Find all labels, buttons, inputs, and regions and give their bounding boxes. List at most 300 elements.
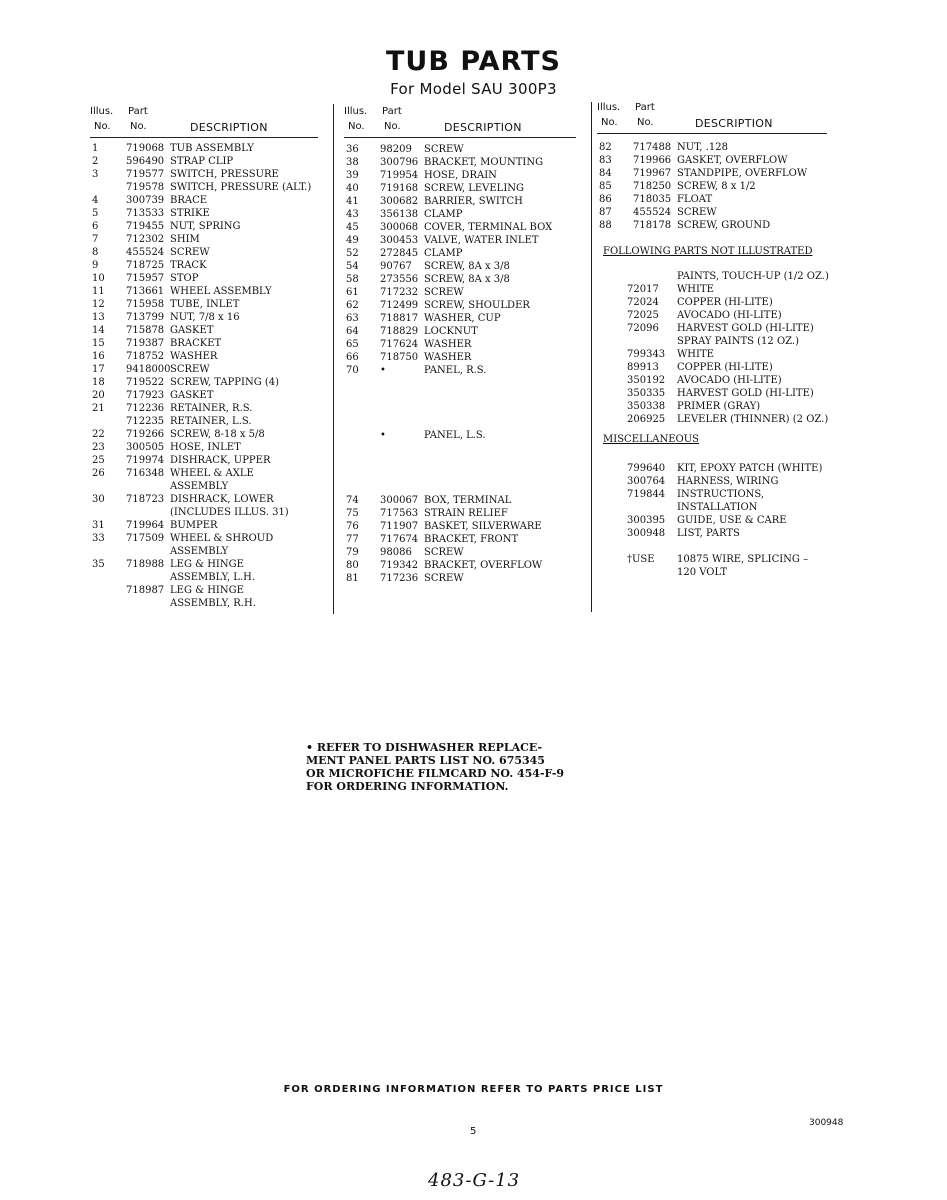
part-number: 718987 bbox=[126, 585, 165, 596]
part-description: WASHER bbox=[424, 352, 472, 363]
part-description: ASSEMBLY, R.H. bbox=[170, 598, 256, 609]
illus-number: 77 bbox=[346, 534, 359, 545]
part-description: BRACKET, OVERFLOW bbox=[424, 560, 543, 571]
part-description: SCREW, LEVELING bbox=[424, 183, 525, 194]
illus-number: 15 bbox=[92, 338, 105, 349]
list-item bbox=[597, 348, 842, 361]
list-item bbox=[597, 462, 842, 475]
list-item bbox=[597, 527, 842, 540]
part-description: STANDPIPE, OVERFLOW bbox=[677, 168, 808, 179]
part-header-top: Part bbox=[635, 102, 655, 113]
part-description: RETAINER, L.S. bbox=[170, 416, 252, 427]
table-row bbox=[344, 546, 584, 559]
part-number: 350338 bbox=[627, 401, 666, 412]
table-row bbox=[344, 247, 584, 260]
part-description: SCREW, TAPPING (4) bbox=[170, 377, 280, 388]
part-description: PANEL, R.S. bbox=[424, 365, 487, 376]
part-description: PAINTS, TOUCH-UP (1/2 OZ.) bbox=[677, 271, 829, 282]
part-description: DISHRACK, UPPER bbox=[170, 455, 271, 466]
part-number: 719974 bbox=[126, 455, 165, 466]
table-row bbox=[90, 493, 330, 506]
part-description: SHIM bbox=[170, 234, 200, 245]
replacement-panel-note bbox=[306, 741, 606, 793]
document-number: 300948 bbox=[809, 1118, 844, 1128]
part-number: 799640 bbox=[627, 463, 666, 474]
table-row bbox=[90, 233, 330, 246]
part-number: 300068 bbox=[380, 222, 419, 233]
illus-number: 75 bbox=[346, 508, 359, 519]
illus-number: 40 bbox=[346, 183, 359, 194]
part-description: SWITCH, PRESSURE (ALT.) bbox=[170, 182, 312, 193]
part-description: PRIMER (GRAY) bbox=[677, 401, 761, 412]
part-number: 718250 bbox=[633, 181, 672, 192]
part-description: HARVEST GOLD (HI-LITE) bbox=[677, 388, 814, 399]
table-row bbox=[597, 219, 842, 232]
part-description: STRIKE bbox=[170, 208, 210, 219]
part-header-bottom: No. bbox=[384, 121, 401, 132]
list-item bbox=[597, 566, 842, 579]
part-number: 799343 bbox=[627, 349, 666, 360]
handwritten-note: 483-G-13 bbox=[428, 1170, 521, 1191]
part-number: 719068 bbox=[126, 143, 165, 154]
illus-number: 31 bbox=[92, 520, 105, 531]
page-number: 5 bbox=[470, 1126, 477, 1137]
part-description: LIST, PARTS bbox=[677, 528, 740, 539]
parts-list bbox=[90, 142, 330, 610]
part-number: 719844 bbox=[627, 489, 666, 500]
table-row bbox=[90, 519, 330, 532]
list-item bbox=[597, 322, 842, 335]
part-number: 350335 bbox=[627, 388, 666, 399]
illus-number: 66 bbox=[346, 352, 359, 363]
part-description: LEG & HINGE bbox=[170, 585, 244, 596]
table-row bbox=[90, 350, 330, 363]
part-number: 717509 bbox=[126, 533, 165, 544]
part-number: 712235 bbox=[126, 416, 165, 427]
part-description: SCREW bbox=[170, 364, 210, 375]
part-description: (INCLUDES ILLUS. 31) bbox=[170, 507, 289, 518]
description-header: DESCRIPTION bbox=[190, 121, 268, 134]
table-row bbox=[344, 377, 584, 390]
part-number: 455524 bbox=[126, 247, 165, 258]
table-row bbox=[90, 220, 330, 233]
part-description: AVOCADO (HI-LITE) bbox=[677, 375, 782, 386]
table-row bbox=[90, 207, 330, 220]
table-row bbox=[344, 494, 584, 507]
table-row bbox=[344, 403, 584, 416]
part-number: 206925 bbox=[627, 414, 666, 425]
illus-header-bottom: No. bbox=[601, 117, 618, 128]
illus-number: 83 bbox=[599, 155, 612, 166]
list-item bbox=[597, 309, 842, 322]
illus-header-top: Illus. bbox=[597, 102, 621, 113]
part-description: COVER, TERMINAL BOX bbox=[424, 222, 553, 233]
table-row bbox=[90, 337, 330, 350]
part-description: WHITE bbox=[677, 284, 714, 295]
part-number: 719577 bbox=[126, 169, 165, 180]
illus-number: 52 bbox=[346, 248, 359, 259]
list-item bbox=[597, 270, 842, 283]
part-number: 718725 bbox=[126, 260, 165, 271]
table-row bbox=[344, 234, 584, 247]
page-title: TUB PARTS bbox=[386, 46, 561, 77]
part-number: 596490 bbox=[126, 156, 165, 167]
illus-number: 3 bbox=[92, 169, 99, 180]
part-number: 300796 bbox=[380, 157, 419, 168]
table-row bbox=[344, 468, 584, 481]
part-number: †USE bbox=[627, 554, 655, 565]
not-illustrated-heading: FOLLOWING PARTS NOT ILLUSTRATED bbox=[603, 246, 813, 257]
table-row bbox=[344, 533, 584, 546]
illus-number: 4 bbox=[92, 195, 99, 206]
part-number: 9418000 bbox=[126, 364, 171, 375]
part-description: WHEEL ASSEMBLY bbox=[170, 286, 272, 297]
table-row bbox=[90, 558, 330, 571]
part-number: 718817 bbox=[380, 313, 419, 324]
part-description: BASKET, SILVERWARE bbox=[424, 521, 542, 532]
part-number: 713533 bbox=[126, 208, 165, 219]
illus-number: 35 bbox=[92, 559, 105, 570]
illus-number: 86 bbox=[599, 194, 612, 205]
part-description: SCREW, 8A x 3/8 bbox=[424, 274, 510, 285]
parts-column-1 bbox=[90, 106, 330, 610]
table-row bbox=[90, 181, 330, 194]
part-number: 718723 bbox=[126, 494, 165, 505]
part-description: SCREW, GROUND bbox=[677, 220, 771, 231]
table-row bbox=[344, 325, 584, 338]
illus-number: 62 bbox=[346, 300, 359, 311]
part-description: BUMPER bbox=[170, 520, 218, 531]
table-row bbox=[344, 338, 584, 351]
illus-number: 61 bbox=[346, 287, 359, 298]
part-number: 719266 bbox=[126, 429, 165, 440]
illus-number: 1 bbox=[92, 143, 99, 154]
illus-number: 12 bbox=[92, 299, 105, 310]
part-description: BRACKET, FRONT bbox=[424, 534, 519, 545]
part-description: 120 VOLT bbox=[677, 567, 728, 578]
illus-number: 21 bbox=[92, 403, 105, 414]
table-row bbox=[344, 390, 584, 403]
table-row bbox=[90, 571, 330, 584]
part-number: 718035 bbox=[633, 194, 672, 205]
illus-number: 54 bbox=[346, 261, 359, 272]
part-number: 72017 bbox=[627, 284, 659, 295]
part-number: 718752 bbox=[126, 351, 165, 362]
illus-number: 11 bbox=[92, 286, 105, 297]
part-header-top: Part bbox=[382, 106, 402, 117]
table-row bbox=[344, 351, 584, 364]
part-number: 719966 bbox=[633, 155, 672, 166]
part-number: 719578 bbox=[126, 182, 165, 193]
part-number: 300948 bbox=[627, 528, 666, 539]
table-row bbox=[344, 572, 584, 585]
description-header: DESCRIPTION bbox=[444, 121, 522, 134]
part-number: 98086 bbox=[380, 547, 412, 558]
description-header: DESCRIPTION bbox=[695, 117, 773, 130]
table-row bbox=[90, 272, 330, 285]
illus-number: 82 bbox=[599, 142, 612, 153]
illus-number: 80 bbox=[346, 560, 359, 571]
list-item bbox=[597, 514, 842, 527]
part-description: SCREW, SHOULDER bbox=[424, 300, 530, 311]
not-illustrated-list bbox=[597, 270, 842, 426]
miscellaneous-heading: MISCELLANEOUS bbox=[603, 434, 700, 445]
illus-number: 88 bbox=[599, 220, 612, 231]
note-line: OR MICROFICHE FILMCARD NO. 454-F-9 bbox=[306, 767, 565, 780]
list-item bbox=[597, 283, 842, 296]
part-description: SCREW, 8A x 3/8 bbox=[424, 261, 510, 272]
part-description: BRACKET, MOUNTING bbox=[424, 157, 544, 168]
illus-number: 65 bbox=[346, 339, 359, 350]
ordering-footer: FOR ORDERING INFORMATION REFER TO PARTS PRICE LIST bbox=[283, 1084, 664, 1095]
table-row bbox=[344, 364, 584, 377]
part-description: INSTRUCTIONS, bbox=[677, 489, 765, 500]
table-row bbox=[344, 416, 584, 429]
part-description: SCREW bbox=[170, 247, 210, 258]
part-description: WHEEL & SHROUD bbox=[170, 533, 274, 544]
part-number: 711907 bbox=[380, 521, 419, 532]
part-description: SCREW bbox=[424, 547, 464, 558]
list-item bbox=[597, 335, 842, 348]
part-number: 300067 bbox=[380, 495, 419, 506]
list-item bbox=[597, 501, 842, 514]
part-number: 719522 bbox=[126, 377, 165, 388]
part-description: RETAINER, R.S. bbox=[170, 403, 253, 414]
part-number: 712236 bbox=[126, 403, 165, 414]
table-row bbox=[90, 415, 330, 428]
table-row bbox=[344, 455, 584, 468]
table-row bbox=[90, 441, 330, 454]
column-divider bbox=[333, 104, 334, 614]
part-number: 717488 bbox=[633, 142, 672, 153]
part-description: WHEEL & AXLE bbox=[170, 468, 254, 479]
table-row bbox=[90, 584, 330, 597]
part-number: 719387 bbox=[126, 338, 165, 349]
part-number: 719455 bbox=[126, 221, 165, 232]
illus-header-bottom: No. bbox=[94, 121, 111, 132]
illus-number: 84 bbox=[599, 168, 612, 179]
part-number: 356138 bbox=[380, 209, 419, 220]
illus-number: 25 bbox=[92, 455, 105, 466]
part-description: HARNESS, WIRING bbox=[677, 476, 779, 487]
part-number: 717232 bbox=[380, 287, 419, 298]
part-description: COPPER (HI-LITE) bbox=[677, 297, 773, 308]
part-number: 300395 bbox=[627, 515, 666, 526]
illus-number: 49 bbox=[346, 235, 359, 246]
part-number: 715958 bbox=[126, 299, 165, 310]
table-row bbox=[90, 454, 330, 467]
part-description: SPRAY PAINTS (12 OZ.) bbox=[677, 336, 799, 347]
part-description: SWITCH, PRESSURE bbox=[170, 169, 279, 180]
part-number: 717563 bbox=[380, 508, 419, 519]
part-description: SCREW bbox=[424, 573, 464, 584]
table-row bbox=[344, 221, 584, 234]
part-number: 713661 bbox=[126, 286, 165, 297]
part-description: TUB ASSEMBLY bbox=[170, 143, 254, 154]
illus-header-top: Illus. bbox=[344, 106, 368, 117]
part-number: 715878 bbox=[126, 325, 165, 336]
list-item bbox=[597, 413, 842, 426]
table-row bbox=[90, 389, 330, 402]
table-row bbox=[344, 442, 584, 455]
parts-column-3 bbox=[597, 102, 842, 579]
part-description: DISHRACK, LOWER bbox=[170, 494, 274, 505]
table-row bbox=[90, 311, 330, 324]
part-number: 717674 bbox=[380, 534, 419, 545]
illus-number: 74 bbox=[346, 495, 359, 506]
illus-number: 70 bbox=[346, 365, 359, 376]
part-number: 718988 bbox=[126, 559, 165, 570]
part-number: 717923 bbox=[126, 390, 165, 401]
table-row bbox=[344, 195, 584, 208]
table-row bbox=[90, 506, 330, 519]
part-number: 719954 bbox=[380, 170, 419, 181]
illus-number: 20 bbox=[92, 390, 105, 401]
part-description: TUBE, INLET bbox=[170, 299, 240, 310]
part-number: 715957 bbox=[126, 273, 165, 284]
illus-number: 9 bbox=[92, 260, 99, 271]
illus-number: 26 bbox=[92, 468, 105, 479]
part-description: ASSEMBLY bbox=[170, 481, 229, 492]
part-description: BARRIER, SWITCH bbox=[424, 196, 523, 207]
column-header bbox=[597, 102, 842, 136]
part-description: LEVELER (THINNER) (2 OZ.) bbox=[677, 414, 829, 425]
list-item bbox=[597, 540, 842, 553]
parts-column-2 bbox=[344, 106, 584, 585]
part-description: FLOAT bbox=[677, 194, 713, 205]
list-item bbox=[597, 361, 842, 374]
illus-number: 7 bbox=[92, 234, 99, 245]
part-description: PANEL, L.S. bbox=[424, 430, 486, 441]
part-description: LEG & HINGE bbox=[170, 559, 244, 570]
illus-number: 64 bbox=[346, 326, 359, 337]
part-number: 89913 bbox=[627, 362, 659, 373]
table-row bbox=[90, 480, 330, 493]
list-item bbox=[597, 475, 842, 488]
illus-number: 17 bbox=[92, 364, 105, 375]
list-item bbox=[597, 296, 842, 309]
part-description: HOSE, INLET bbox=[170, 442, 241, 453]
parts-list bbox=[597, 141, 842, 232]
part-number: 718750 bbox=[380, 352, 419, 363]
header-rule bbox=[90, 137, 318, 138]
part-number: 72024 bbox=[627, 297, 659, 308]
part-description: BRACE bbox=[170, 195, 208, 206]
table-row bbox=[90, 142, 330, 155]
illus-number: 14 bbox=[92, 325, 105, 336]
list-item bbox=[597, 553, 842, 566]
part-number: 716348 bbox=[126, 468, 165, 479]
part-description: NUT, .128 bbox=[677, 142, 729, 153]
table-row bbox=[344, 429, 584, 442]
part-number: 719967 bbox=[633, 168, 672, 179]
table-row bbox=[344, 169, 584, 182]
part-description: GASKET bbox=[170, 390, 214, 401]
table-row bbox=[344, 299, 584, 312]
illus-number: 30 bbox=[92, 494, 105, 505]
part-number: 455524 bbox=[633, 207, 672, 218]
part-description: BOX, TERMINAL bbox=[424, 495, 512, 506]
part-header-top: Part bbox=[128, 106, 148, 117]
table-row bbox=[90, 376, 330, 389]
table-row bbox=[344, 273, 584, 286]
illus-number: 45 bbox=[346, 222, 359, 233]
part-number: 98209 bbox=[380, 144, 412, 155]
part-number: 90767 bbox=[380, 261, 412, 272]
table-row bbox=[90, 194, 330, 207]
part-description: STRAP CLIP bbox=[170, 156, 234, 167]
part-description: SCREW bbox=[424, 287, 464, 298]
part-number: • bbox=[380, 365, 386, 376]
illus-number: 33 bbox=[92, 533, 105, 544]
part-description: HOSE, DRAIN bbox=[424, 170, 497, 181]
part-description: NUT, SPRING bbox=[170, 221, 241, 232]
part-number: 273556 bbox=[380, 274, 419, 285]
table-row bbox=[344, 182, 584, 195]
header-rule bbox=[597, 133, 827, 134]
illus-number: 87 bbox=[599, 207, 612, 218]
header-rule bbox=[344, 137, 576, 138]
illus-number: 2 bbox=[92, 156, 99, 167]
part-header-bottom: No. bbox=[130, 121, 147, 132]
part-description: ASSEMBLY, L.H. bbox=[170, 572, 256, 583]
illus-number: 58 bbox=[346, 274, 359, 285]
table-row bbox=[90, 428, 330, 441]
part-description: INSTALLATION bbox=[677, 502, 758, 513]
table-row bbox=[344, 260, 584, 273]
part-number: 717236 bbox=[380, 573, 419, 584]
part-number: 350192 bbox=[627, 375, 666, 386]
column-divider bbox=[591, 102, 592, 612]
illus-header-bottom: No. bbox=[348, 121, 365, 132]
part-description: CLAMP bbox=[424, 248, 463, 259]
table-row bbox=[344, 286, 584, 299]
part-description: BRACKET bbox=[170, 338, 222, 349]
part-description: HARVEST GOLD (HI-LITE) bbox=[677, 323, 814, 334]
part-description: COPPER (HI-LITE) bbox=[677, 362, 773, 373]
part-description: VALVE, WATER INLET bbox=[424, 235, 539, 246]
illus-number: 23 bbox=[92, 442, 105, 453]
part-number: 719168 bbox=[380, 183, 419, 194]
table-row bbox=[344, 312, 584, 325]
part-number: 272845 bbox=[380, 248, 419, 259]
table-row bbox=[90, 298, 330, 311]
column-header bbox=[90, 106, 330, 140]
part-description: TRACK bbox=[170, 260, 207, 271]
table-row bbox=[344, 507, 584, 520]
illus-number: 36 bbox=[346, 144, 359, 155]
illus-number: 13 bbox=[92, 312, 105, 323]
part-description: WHITE bbox=[677, 349, 714, 360]
part-number: 72096 bbox=[627, 323, 659, 334]
column-header bbox=[344, 106, 584, 140]
table-row bbox=[597, 180, 842, 193]
part-number: 300453 bbox=[380, 235, 419, 246]
part-number: 300682 bbox=[380, 196, 419, 207]
part-description: GASKET bbox=[170, 325, 214, 336]
table-row bbox=[90, 246, 330, 259]
part-description: WASHER bbox=[424, 339, 472, 350]
table-row bbox=[597, 206, 842, 219]
part-number: 718829 bbox=[380, 326, 419, 337]
table-row bbox=[90, 363, 330, 376]
illus-number: 18 bbox=[92, 377, 105, 388]
miscellaneous-list bbox=[597, 462, 842, 579]
note-line: FOR ORDERING INFORMATION. bbox=[306, 780, 509, 793]
table-row bbox=[344, 156, 584, 169]
part-number: 72025 bbox=[627, 310, 659, 321]
table-row bbox=[344, 208, 584, 221]
